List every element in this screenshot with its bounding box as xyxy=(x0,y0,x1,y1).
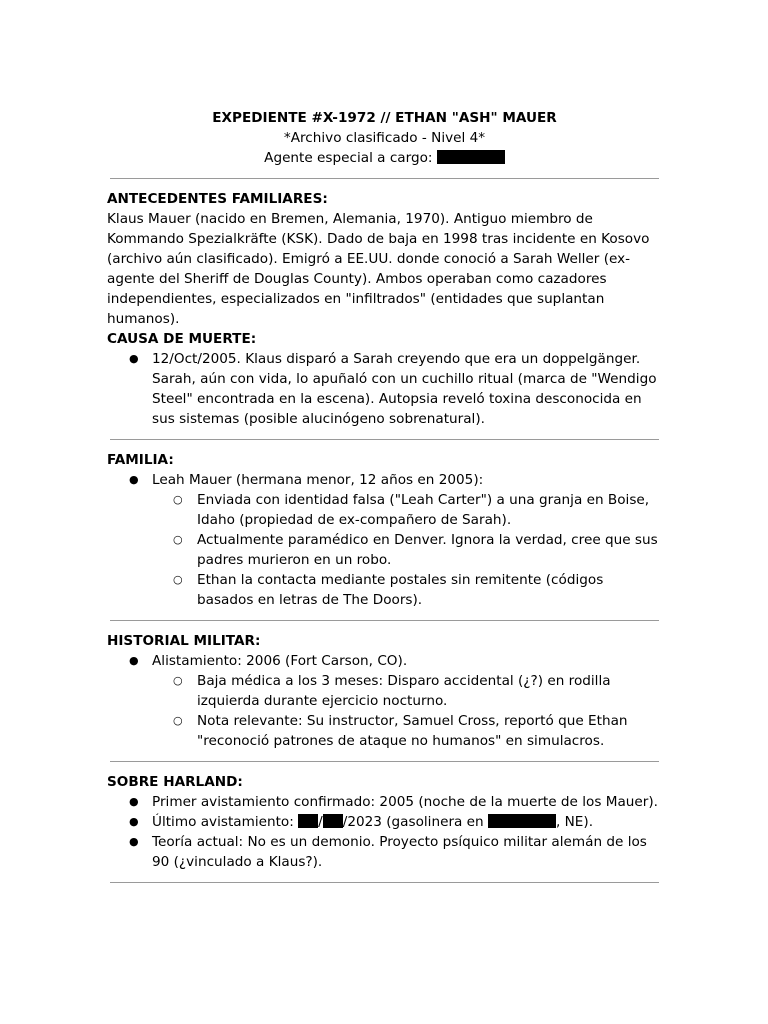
causa-heading: CAUSA DE MUERTE: xyxy=(107,331,257,347)
last-sighting-mid: /2023 (gasolinera en xyxy=(342,814,488,830)
section-heading: SOBRE HARLAND: xyxy=(107,774,243,790)
familia-list xyxy=(107,470,662,610)
section-divider xyxy=(110,439,659,440)
sub-list-item: ○ Actualmente paramédico en Denver. Ignora la verdad, cree que sus padres murieron en un robo. xyxy=(107,530,662,570)
militar-list xyxy=(107,651,662,751)
redacted-day xyxy=(298,814,318,828)
date-separator: / xyxy=(318,814,323,830)
list-item: ● 12/Oct/2005. Klaus disparó a Sarah creyendo que era un doppelgänger. Sarah, aún con vida, lo apuñaló con un cuchillo ritual (marca de "Wendigo Steel" encontrada en la escena). Autopsia reveló toxina desconocida en sus sistemas (posible alucinógeno sobrenatural). xyxy=(107,349,662,429)
section-antecedentes xyxy=(107,189,662,429)
redacted-agent-name xyxy=(437,150,505,164)
section-familia xyxy=(107,450,662,610)
sub-list-item: ○ Enviada con identidad falsa ("Leah Carter") a una granja en Boise, Idaho (propiedad de ex-compañero de Sarah). xyxy=(107,490,662,530)
agent-line xyxy=(107,148,662,168)
section-harland xyxy=(107,772,662,872)
agent-label: Agente especial a cargo: xyxy=(264,150,437,166)
sub-list-item: ○ Nota relevante: Su instructor, Samuel Cross, reportó que Ethan "reconoció patrones de ataque no humanos" en simulacros. xyxy=(107,711,662,751)
last-sighting-suffix: , NE). xyxy=(555,814,594,830)
document-title: EXPEDIENTE #X-1972 // ETHAN "ASH" MAUER xyxy=(212,110,557,126)
sub-list-item: ○ Baja médica a los 3 meses: Disparo accidental (¿?) en rodilla izquierda durante ejercicio nocturno. xyxy=(107,671,662,711)
list-item: ● Leah Mauer (hermana menor, 12 años en 2005): xyxy=(107,470,662,490)
section-heading: HISTORIAL MILITAR: xyxy=(107,633,261,649)
document-header xyxy=(107,108,662,168)
redacted-location xyxy=(488,814,556,828)
harland-list xyxy=(107,792,662,872)
section-heading: FAMILIA: xyxy=(107,452,174,468)
section-divider xyxy=(110,882,659,883)
redacted-month xyxy=(323,814,343,828)
last-sighting-label: Último avistamiento: xyxy=(152,814,299,830)
list-item: ● Teoría actual: No es un demonio. Proyecto psíquico militar alemán de los 90 (¿vinculado a Klaus?). xyxy=(107,832,662,872)
list-item: ● Alistamiento: 2006 (Fort Carson, CO). xyxy=(107,651,662,671)
section-divider xyxy=(110,620,659,621)
antecedentes-text: Klaus Mauer (nacido en Bremen, Alemania, 1970). Antiguo miembro de Kommando Spezialkräfte (KSK). Dado de baja en 1998 tras incidente en Kosovo (archivo aún clasificado). Emigró a EE.UU. donde conoció a Sarah Weller (ex-agente del Sheriff de Douglas County). Ambos operaban como cazadores independientes, especializados en "infiltrados" (entidades que suplantan humanos). xyxy=(107,211,650,327)
section-divider xyxy=(110,178,659,179)
section-heading: ANTECEDENTES FAMILIARES: xyxy=(107,191,328,207)
document-body xyxy=(107,108,662,893)
list-item xyxy=(107,812,662,832)
causa-list xyxy=(107,349,662,429)
section-militar xyxy=(107,631,662,751)
list-item: ● Primer avistamiento confirmado: 2005 (noche de la muerte de los Mauer). xyxy=(107,792,662,812)
sub-list-item: ○ Ethan la contacta mediante postales sin remitente (códigos basados en letras de The Doors). xyxy=(107,570,662,610)
document-subtitle: *Archivo clasificado - Nivel 4* xyxy=(283,130,486,146)
section-divider xyxy=(110,761,659,762)
